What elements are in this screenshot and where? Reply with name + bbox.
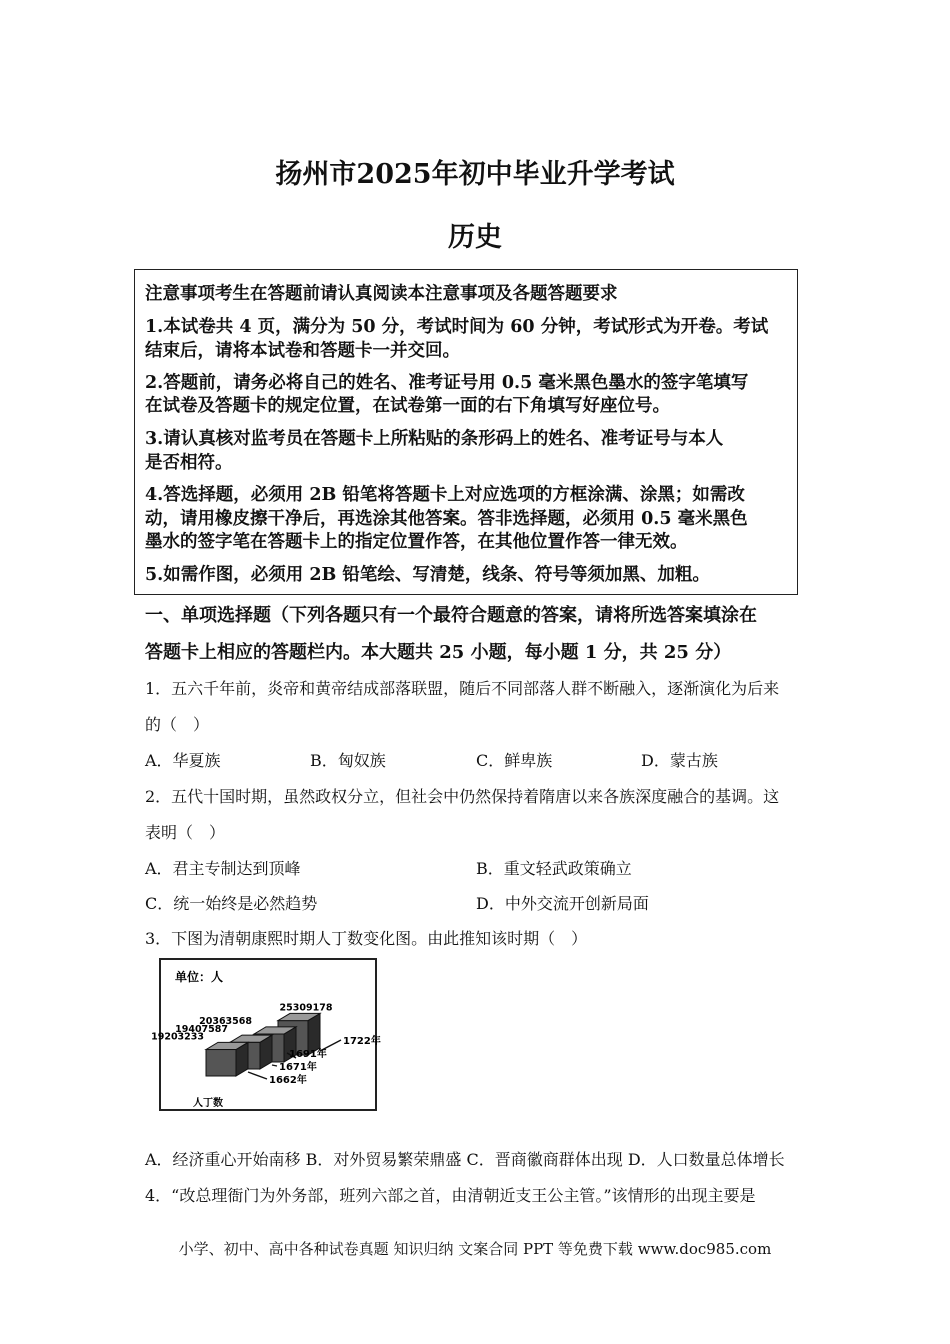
section-heading: 一、单项选择题（下列各题只有一个最符合题意的答案，请将所选答案填涂在 xyxy=(145,605,757,626)
year-label: 1691年 xyxy=(289,1049,327,1060)
q1-option-a: A．华夏族 xyxy=(145,751,221,770)
notice-line: 结束后，请将本试卷和答题卡一并交回。 xyxy=(145,341,460,361)
chart-xlabel: 人丁数 xyxy=(193,1098,223,1109)
chart-unit-label: 单位：人 xyxy=(175,970,224,984)
question-2-stem-cont: 表明（ ） xyxy=(145,823,226,842)
notice-box xyxy=(134,269,798,595)
subject-title: 历史 xyxy=(448,222,502,253)
q2-option-b: B．重文轻武政策确立 xyxy=(476,859,632,878)
question-1-stem: 1．五六千年前，炎帝和黄帝结成部落联盟，随后不同部落人群不断融入，逐渐演化为后来 xyxy=(145,679,780,698)
q1-option-b: B．匈奴族 xyxy=(310,751,386,770)
year-pointer xyxy=(272,1065,277,1066)
question-3-stem: 3．下图为清朝康熙时期人丁数变化图。由此推知该时期（ ） xyxy=(145,929,588,948)
q3-options: A．经济重心开始南移 B．对外贸易繁荣鼎盛 C．晋商徽商群体出现 D．人口数量总体增长 xyxy=(145,1150,785,1169)
q2-option-a: A．君主专制达到顶峰 xyxy=(145,859,301,878)
notice-line: 动，请用橡皮擦干净后，再选涂其他答案。答非选择题，必须用 0.5 毫米黑色 xyxy=(145,509,748,529)
notice-line: 4.答选择题，必须用 2B 铅笔将答题卡上对应选项的方框涂满、涂黑；如需改 xyxy=(145,485,745,505)
year-label: 1722年 xyxy=(343,1036,381,1047)
question-1-stem-cont: 的（ ） xyxy=(145,715,210,734)
population-chart-svg xyxy=(151,960,381,1109)
notice-line: 墨水的签字笔在答题卡上的指定位置作答，在其他位置作答一律无效。 xyxy=(145,532,688,552)
bar-value-label: 19203233 xyxy=(151,1031,204,1043)
bar-value-label: 25309178 xyxy=(279,1002,333,1014)
year-pointer xyxy=(248,1072,267,1079)
notice-line: 是否相符。 xyxy=(145,453,233,473)
q2-option-d: D．中外交流开创新局面 xyxy=(476,894,649,913)
notice-line: 1.本试卷共 4 页，满分为 50 分，考试时间为 60 分钟，考试形式为开卷。考试 xyxy=(145,317,769,337)
year-label: 1662年 xyxy=(269,1075,307,1086)
notice-line: 3.请认真核对监考员在答题卡上所粘贴的条形码上的姓名、准考证号与本人 xyxy=(145,429,724,449)
bar-value-label: 20363568 xyxy=(199,1015,252,1027)
q1-option-d: D．蒙古族 xyxy=(641,751,718,770)
page-footer: 小学、初中、高中各种试卷真题 知识归纳 文案合同 PPT 等免费下载 www.doc985.com xyxy=(178,1240,772,1258)
section-heading-cont: 答题卡上相应的答题栏内。本大题共 25 小题，每小题 1 分，共 25 分） xyxy=(145,642,732,663)
population-chart xyxy=(151,958,381,1111)
notice-line: 在试卷及答题卡的规定位置，在试卷第一面的右下角填写好座位号。 xyxy=(145,396,670,416)
notice-line: 5.如需作图，必须用 2B 铅笔绘、写清楚，线条、符号等须加黑、加粗。 xyxy=(145,565,710,585)
bar-value-label: 19407587 xyxy=(175,1024,228,1036)
question-4-stem: 4．“改总理衙门为外务部，班列六部之首，由清朝近支王公主管。”该情形的出现主要是 xyxy=(145,1186,756,1205)
question-2-stem: 2．五代十国时期，虽然政权分立，但社会中仍然保持着隋唐以来各族深度融合的基调。这 xyxy=(145,787,780,806)
notice-heading: 注意事项考生在答题前请认真阅读本注意事项及各题答题要求 xyxy=(145,284,618,304)
year-label: 1671年 xyxy=(279,1062,317,1073)
exam-title: 扬州市2025年初中毕业升学考试 xyxy=(275,159,675,190)
notice-line: 2.答题前，请务必将自己的姓名、准考证号用 0.5 毫米黑色墨水的签字笔填写 xyxy=(145,373,749,393)
q2-option-c: C．统一始终是必然趋势 xyxy=(145,894,318,913)
bar-front xyxy=(206,1050,236,1076)
q1-option-c: C．鲜卑族 xyxy=(476,751,553,770)
